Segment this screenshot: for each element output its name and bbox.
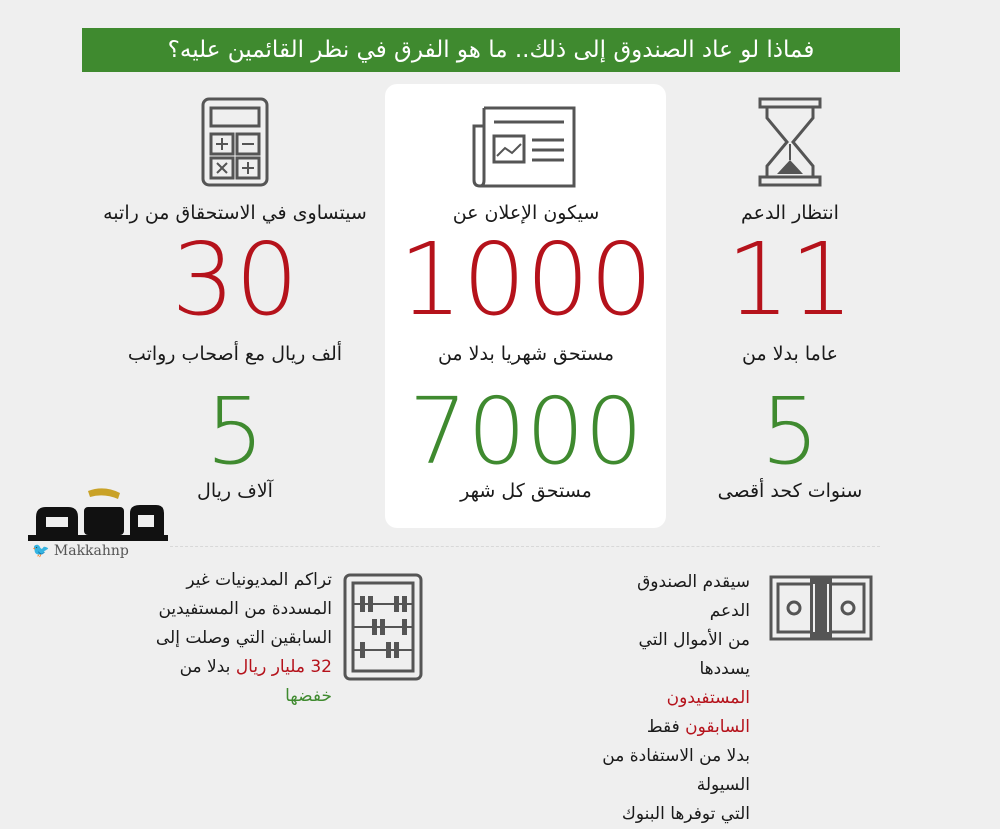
every-month-label: مستحق كل شهر (460, 480, 592, 502)
previous-monthly-number: 7000 (408, 378, 644, 485)
debt-line-3: السابقين التي وصلت إلى (155, 628, 332, 648)
debt-paragraph (110, 566, 332, 711)
debt-amount-highlight: 32 مليار ريال (235, 657, 332, 677)
wait-label: انتظار الدعم (741, 202, 839, 224)
years-instead-label: عاما بدلا من (742, 343, 838, 365)
salary-column (85, 0, 385, 540)
money-bill-icon (768, 574, 874, 642)
wait-column (640, 0, 940, 540)
monthly-instead-label: مستحق شهريا بدلا من (437, 343, 615, 365)
salary-equal-label: سيتساوى في الاستحقاق من راتبه (103, 202, 367, 224)
banner-title: فماذا لو عاد الصندوق إلى ذلك.. ما هو الفرق في نظر القائمين عليه؟ (82, 28, 900, 72)
announcement-label: سيكون الإعلان عن (452, 202, 600, 224)
wait-years-number: 11 (726, 221, 854, 338)
salary-thousand-number: 30 (171, 221, 299, 338)
fund-line-1: سيقدم الصندوق الدعم (637, 572, 750, 621)
divider-line (170, 546, 880, 547)
fund-support-paragraph (600, 568, 750, 829)
monthly-beneficiaries-number: 1000 (398, 221, 654, 338)
handle-text: Makkahnp (53, 543, 129, 559)
salary-with-label: ألف ريال مع أصحاب رواتب (127, 343, 343, 365)
debt-line-1: تراكم المديونيات غير (186, 570, 332, 590)
max-years-label: سنوات كحد أقصى (717, 480, 863, 502)
hourglass-icon (755, 96, 825, 188)
thousand-riyal-label: آلاف ريال (197, 480, 273, 502)
debt-line-4-rest: بدلا من (179, 657, 236, 677)
calculator-icon (199, 96, 271, 188)
previous-beneficiaries-highlight: المستفيدون السابقون (666, 688, 750, 737)
debt-line-2: المسددة من المستفيدين (158, 599, 332, 619)
max-years-number: 5 (760, 378, 820, 485)
twitter-handle[interactable] (32, 543, 129, 559)
announcement-column (376, 0, 676, 540)
fund-line-2: من الأموال التي يسددها (638, 630, 750, 679)
newspaper-icon (470, 100, 582, 192)
abacus-icon (342, 572, 424, 682)
fund-line-4: بدلا من الاستفادة من السيولة (602, 746, 750, 795)
fund-line-3-rest: فقط (646, 717, 686, 737)
fund-line-5: التي توفرها البنوك (621, 804, 750, 824)
twitter-bird-icon: 🐦 (32, 543, 50, 559)
reduce-highlight: خفضها (285, 686, 332, 706)
salary-five-number: 5 (205, 378, 265, 485)
